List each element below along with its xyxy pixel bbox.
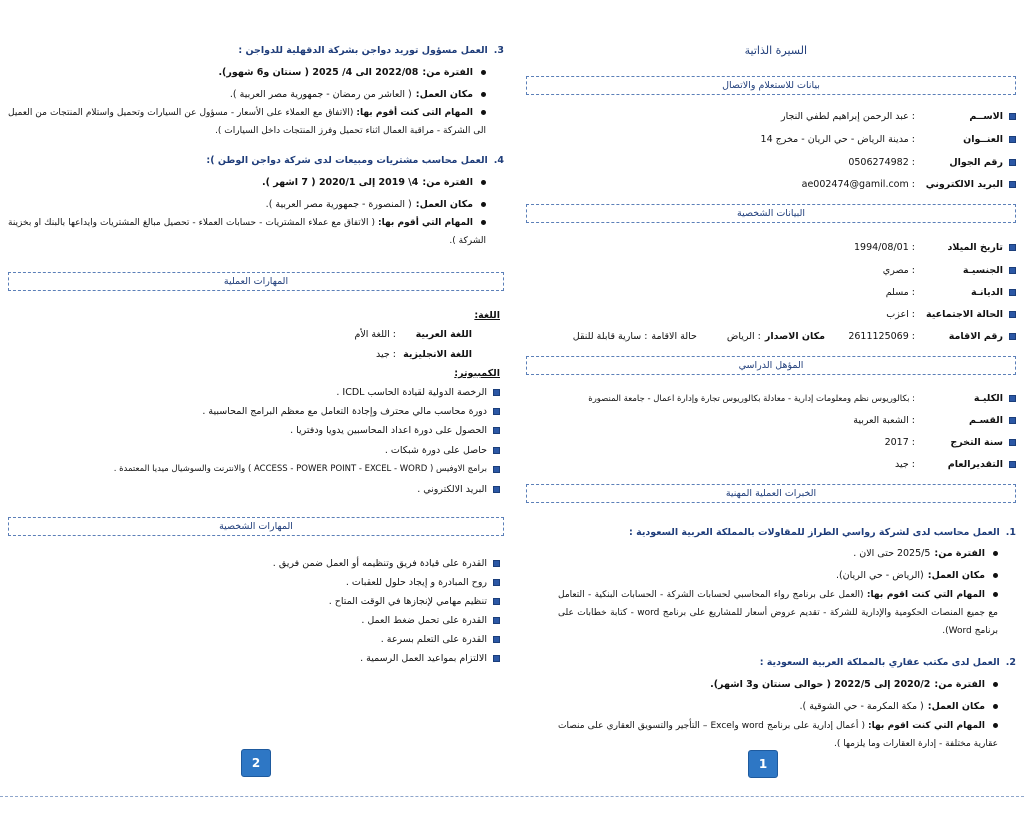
education-value: : جيد [895,459,915,470]
contact-label: الاســم [969,111,1003,122]
period-label: الفترة من: [422,177,473,188]
period-value: 2020/2 إلى 2022/5 ( حوالى سنتان و3 اشهر). [710,679,931,690]
job-title-text: العمل مسؤول توريد دواجن بشركة الدقهلية للدواجن : [238,45,488,56]
personal-skill-item [329,596,500,607]
place-value: ( المنصورة - جمهورية مصر العربية ). [265,199,412,210]
job-title [760,657,1016,668]
bullet-dot-icon [993,592,998,597]
tasks-value: (العمل على برنامج رواء المحاسبي لحسابات الشركة - الحسابات البنكية - التعامل مع جميع المنصات الحكومية والإدارية للشركة - تقديم عروض أسعار للمشاريع على برنامج word - كتابة خطابات على برنامج Word). [558,590,999,636]
bullet-icon [1009,159,1016,166]
personal-skill-item [361,615,500,626]
place-label: مكان العمل: [415,199,473,210]
bullet-icon [493,617,500,624]
bullet-icon [1009,289,1016,296]
section-personal: البيانات الشخصية [526,204,1016,223]
section-education: المؤهل الدراسي [526,356,1016,375]
bullet-icon [493,447,500,454]
residence-value: : 2611125069 [848,331,915,342]
bullet-icon [1009,181,1016,188]
personal-skill-item [346,577,500,588]
computer-skill-item [336,387,500,398]
place-label: مكان العمل: [927,701,985,712]
page-number-button[interactable]: 2 [241,749,271,777]
personal-row [886,309,1016,320]
bullet-dot-icon [481,202,486,207]
language-heading: اللغة: [474,310,500,321]
bullet-icon [493,598,500,605]
job-title [629,527,1016,538]
job-title [206,155,504,166]
computer-skill-text: الرخصة الدولية لقيادة الحاسب ICDL . [336,387,487,398]
personal-label: الجنسيـة [962,265,1003,276]
job-title [238,45,504,56]
job-title-text: العمل محاسب مشتريات ومبيعات لدى شركة دواجن الوطن ): [206,155,488,166]
section-practical-skills: المهارات العملية [8,272,504,291]
language-label: اللغة الانجليزية [403,349,472,360]
period-label: الفترة من: [422,67,473,78]
job-number: 4. [493,155,504,166]
contact-label: العنــوان [963,134,1003,145]
job-number: 2. [1005,657,1016,668]
personal-skill-text: تنظيم مهامي لإنجازها في الوقت المتاح . [328,596,487,607]
bullet-dot-icon [481,180,486,185]
job-period [853,548,998,559]
residence-status-label: حالة الاقامة [651,331,697,342]
bullet-icon [493,636,500,643]
education-value: : الشعبة العربية [853,415,915,426]
job-place [799,701,998,712]
residence-row [573,331,1016,342]
period-value: 2025/5 حتى الان . [853,548,931,559]
residence-status-value: : سارية قابلة للنقل [572,331,648,342]
job-place [266,199,486,210]
place-value: (الرياض - حي الريان). [835,570,924,581]
bullet-icon [493,389,500,396]
bullet-icon [1009,244,1016,251]
job-place [836,570,998,581]
personal-value: : اعزب [886,309,915,320]
bullet-icon [1009,136,1016,143]
job-tasks [8,214,486,250]
education-label: القسـم [968,415,1003,426]
place-value: ( العاشر من رمضان - جمهورية مصر العربية ). [229,89,412,100]
personal-skill-text: القدرة على قيادة فريق وتنظيمه أو العمل ضمن فريق . [272,558,487,569]
computer-skill-text: دورة محاسب مالي محترف وإجادة التعامل مع معظم البرامج المحاسبية . [202,406,487,417]
contact-value: : عبد الرحمن إبراهيم لطفي النجار [781,111,915,122]
bullet-icon [1009,461,1016,468]
bullet-dot-icon [993,682,998,687]
bullet-icon [1009,333,1016,340]
contact-row [802,179,1016,190]
job-number: 3. [493,45,504,56]
contact-row [761,134,1016,145]
language-value: : جيد [376,349,396,360]
personal-value: : مصري [882,265,915,276]
education-row [588,393,1016,404]
personal-value: : مسلم [885,287,915,298]
education-row [853,415,1016,426]
bullet-icon [493,466,500,473]
personal-skill-text: القدرة على تحمل ضغط العمل . [361,615,487,626]
bullet-icon [1009,439,1016,446]
personal-row [886,287,1016,298]
computer-skill-item [202,406,500,417]
personal-row [854,242,1016,253]
education-label: الكليـة [973,393,1003,404]
tasks-label: المهام التي كنت اقوم بها: [866,590,985,600]
job-place [230,89,486,100]
job-tasks [558,717,998,753]
job-period [262,177,486,188]
job-period [710,679,998,690]
tasks-value: (الاتفاق مع العملاء على الأسعار - مسؤول عن السيارات وتحميل واستلام المنتجات من العميل الى الشركة - مراقبة العمال اثناء تحميل وفرز المنتجات داخل السيارات ). [8,108,486,136]
bullet-dot-icon [993,573,998,578]
job-period [218,67,486,78]
contact-row [848,157,1016,168]
email-value: : ae002474@gamil.com [801,179,915,190]
computer-skill-text: البريد الالكتروني . [417,484,487,495]
language-value: : اللغة الأم [354,329,396,340]
bullet-dot-icon [481,110,486,115]
computer-skill-item [385,445,500,456]
job-title-text: العمل لدى مكتب عقاري بالمملكة العربية السعودية : [759,657,1000,668]
personal-skill-item [360,653,500,664]
cv-title: السيرة الذاتية [744,44,807,57]
personal-skill-text: الالتزام بمواعيد العمل الرسمية . [360,653,487,664]
bullet-icon [493,579,500,586]
period-label: الفترة من: [934,548,985,559]
bullet-icon [1009,395,1016,402]
computer-skill-item [417,484,500,495]
contact-value: : مدينة الرياض - حي الريان - مخرج 14 [760,134,915,145]
bullet-dot-icon [481,70,486,75]
period-label: الفترة من: [934,679,985,690]
bullet-dot-icon [993,723,998,728]
computer-skill-item [290,425,500,436]
place-value: ( مكة المكرمة - حي الشوقية ). [799,701,924,712]
bullet-dot-icon [993,551,998,556]
period-value: 4\ 2019 إلى 2020/1 ( 7 اشهر ). [261,177,419,188]
language-label: اللغة العربية [415,329,472,340]
education-value: : 2017 [884,437,915,448]
section-contact: بيانات للاستعلام والاتصال [526,76,1016,95]
education-value: : بكالوريوس نظم ومعلومات إدارية - معادلة بكالوريوس تجارة وإدارة اعمال - جامعة المنصورة [588,393,915,404]
tasks-value: ( أعمال إدارية على برنامج word وExcel – التأجير والتسويق العقاري على منصات عقارية مختلفة - إدارة العقارات وما يلزمها ). [558,721,998,749]
computer-skill-text: الحصول على دورة اعداد المحاسبين يدويا ودفتريا . [290,425,487,436]
education-row [895,459,1016,470]
computer-heading: الكمبيوتر: [454,368,500,379]
bullet-icon [1009,267,1016,274]
page-divider [0,796,1024,797]
bullet-dot-icon [993,704,998,709]
language-row [376,349,472,360]
bullet-icon [493,427,500,434]
issue-place-value: : الرياض [726,331,761,342]
education-row [885,437,1016,448]
bullet-icon [493,408,500,415]
tasks-label: المهام التى كنت أقوم بها: [356,108,473,118]
page-number-button[interactable]: 1 [748,750,778,778]
bullet-icon [493,560,500,567]
personal-skill-text: القدرة على التعلم بسرعة . [380,634,487,645]
bullet-icon [1009,113,1016,120]
personal-label: الحالة الاجتماعية [926,309,1003,320]
place-label: مكان العمل: [415,89,473,100]
period-value: 2022/08 الى 4/ 2025 ( سنتان و6 شهور). [218,67,419,78]
tasks-value: ( الاتفاق مع عملاء المشتريات - حسابات العملاء - تحصيل مبالغ المشتريات وايداعها بالبنك او بخزينة الشركة ). [8,218,486,246]
bullet-dot-icon [481,92,486,97]
personal-label: الديانـة [970,287,1003,298]
job-number: 1. [1005,527,1016,538]
education-label: التقديرالعام [947,459,1003,470]
bullet-dot-icon [481,220,486,225]
bullet-icon [493,655,500,662]
personal-label: تاريخ الميلاد [947,242,1003,253]
personal-skill-item [273,558,500,569]
computer-skill-text: برامج الاوفيس ( ACCESS - POWER POINT - EXCEL - WORD ) والانترنت والسوشيال ميديا المعتمدة . [113,464,487,474]
job-tasks [558,586,998,640]
tasks-label: المهام التي كنت اقوم بها: [868,721,985,731]
section-personal-skills: المهارات الشخصية [8,517,504,536]
personal-row [883,265,1016,276]
contact-value: : 0506274982 [848,157,915,168]
computer-skill-item [114,464,500,474]
personal-value: : 1994/08/01 [854,242,915,253]
contact-row [781,111,1016,122]
contact-label: البريد الالكتروني [925,179,1003,190]
personal-skill-text: روح المبادرة و إيجاد حلول للعقبات . [345,577,487,588]
job-tasks [8,104,486,140]
bullet-icon [1009,417,1016,424]
contact-label: رقم الجوال [949,157,1003,168]
section-experience: الخبرات العملية المهنية [526,484,1016,503]
bullet-icon [493,486,500,493]
residence-label: رقم الاقامة [948,331,1003,342]
computer-skill-text: حاصل على دورة شبكات . [384,445,487,456]
issue-place-label: مكان الاصدار [764,331,825,342]
bullet-icon [1009,311,1016,318]
personal-skill-item [381,634,500,645]
language-row [354,329,472,340]
page-1 [512,0,1024,819]
education-label: سنة التخرج [950,437,1003,448]
place-label: مكان العمل: [927,570,985,581]
job-title-text: العمل محاسب لدى لشركة رواسي الطراز للمقاولات بالمملكة العربية السعودية : [629,527,1000,538]
tasks-label: المهام التي أقوم بها: [377,218,473,228]
